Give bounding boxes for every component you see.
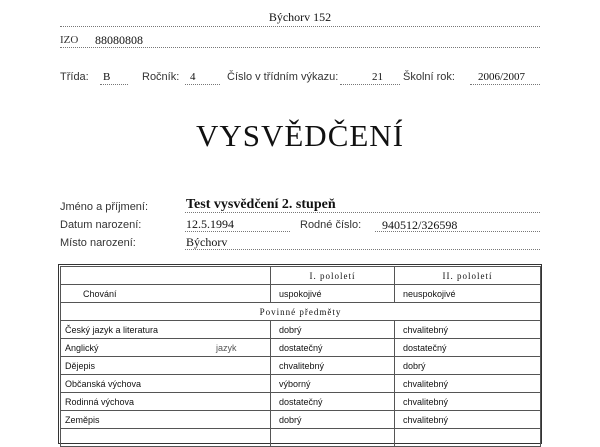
subject-cell [61,411,271,429]
subject-name: Zeměpis [65,414,100,425]
subject-rows [61,321,541,447]
subject-cell [61,429,271,447]
rc-value: 940512/326598 [382,218,458,232]
table-header-row [61,267,541,285]
section-label: Povinné předměty [61,303,541,321]
name-value: Test vysvědčení 2. stupeň [186,197,336,212]
class-info-row [60,71,540,85]
dob-value: 12.5.1994 [186,217,234,231]
subject-cell [61,357,271,375]
behavior-row [61,285,541,303]
name-row [60,197,540,213]
name-label: Jméno a příjmení: [60,201,149,213]
rok-label: Školní rok: [403,71,455,83]
table-row [61,357,541,375]
subject-cell [61,339,271,357]
izo-label: IZO [60,34,79,46]
behavior-grade-2: neuspokojivé [395,285,541,303]
grade-semester-2: dobrý [395,357,541,375]
grade-semester-1: dostatečný [271,339,395,357]
subject-cell [61,393,271,411]
rocnik-value: 4 [190,71,196,83]
dob-label: Datum narození: [60,219,142,231]
grade-semester-1 [271,429,395,447]
table-row [61,411,541,429]
divider [340,84,400,85]
grade-semester-1: chvalitebný [271,357,395,375]
table-row [61,321,541,339]
divider [60,47,540,48]
table-header-empty [61,267,271,285]
behavior-grade-1: uspokojivé [271,285,395,303]
document-title: VYSVĚDČENÍ [195,118,405,153]
subject-name: Rodinná výchova [65,396,135,407]
divider [100,84,128,85]
grade-semester-2: chvalitebný [395,375,541,393]
divider [470,84,540,85]
grade-semester-2 [395,429,541,447]
subject-cell [61,375,271,393]
subject-cell [61,321,271,339]
rok-value: 2006/2007 [478,71,526,83]
behavior-label: Chování [61,285,271,303]
cislo-value: 21 [372,71,383,83]
grade-semester-2: chvalitebný [395,393,541,411]
grade-semester-1: dostatečný [271,393,395,411]
grade-semester-2: chvalitebný [395,411,541,429]
table-row [61,339,541,357]
trida-label: Třída: [60,71,89,83]
subject-name: Český jazyk a literatura [65,324,159,335]
school-name: Býchorv 152 [268,10,332,24]
table-row [61,375,541,393]
grade-semester-2: dostatečný [395,339,541,357]
izo-value: 88080808 [95,33,143,47]
birthplace-value: Býchorv [186,235,228,249]
divider [60,26,540,27]
table-row [61,429,541,447]
cislo-label: Číslo v třídním výkazu: [227,71,339,83]
grade-semester-1: dobrý [271,411,395,429]
divider [185,84,220,85]
grade-semester-1: dobrý [271,321,395,339]
section-row [61,303,541,321]
table-row [61,393,541,411]
divider [375,231,540,232]
divider [185,231,290,232]
divider [185,249,540,250]
subject-name: Anglický [65,342,99,353]
divider [185,212,540,213]
grade-semester-2: chvalitebný [395,321,541,339]
subject-qualifier: jazyk [216,342,237,353]
trida-value: B [103,71,111,83]
rc-label: Rodné číslo: [300,219,362,231]
birthplace-label: Místo narození: [60,237,136,249]
rocnik-label: Ročník: [142,71,180,83]
column-header-semester-2: II. pololetí [395,267,541,285]
grade-semester-1: výborný [271,375,395,393]
subject-name: Dějepis [65,360,96,371]
subject-name: Občanská výchova [65,378,142,389]
grades-table [60,266,541,447]
column-header-semester-1: I. pololetí [271,267,395,285]
